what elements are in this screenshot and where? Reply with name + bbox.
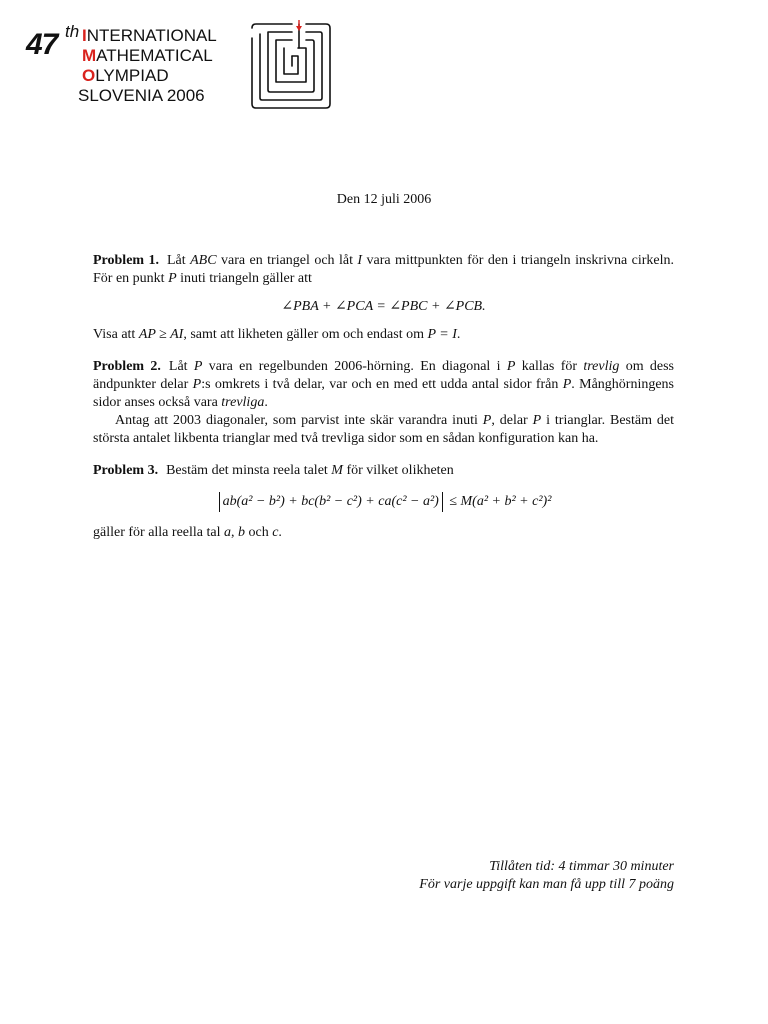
logo-number: 47 xyxy=(26,28,58,61)
problem-1-formula: ∠PBA + ∠PCA = ∠PBC + ∠PCB. xyxy=(281,299,486,314)
problem-1-conclusion: Visa att AP ≥ AI, samt att likheten gäller om och endast om P = I. xyxy=(93,327,461,342)
problem-1-title: Problem 1. xyxy=(93,253,159,268)
inequality-rhs: ≤ M(a² + b² + c²)² xyxy=(449,494,552,510)
time-allowed: Tillåten tid: 4 timmar 30 minuter xyxy=(489,859,674,874)
problem-1-statement: Problem 1. Låt ABC vara en triangel och låt I vara mittpunkten för den i triangeln inskrivna cirkeln. För en punkt P inuti triangeln gäller att xyxy=(93,253,674,286)
abs-bar-right xyxy=(442,492,443,512)
abs-bar-left xyxy=(219,492,220,512)
logo-superscript: th xyxy=(65,22,80,41)
logo-text xyxy=(78,26,217,106)
problem-3-closing: gäller för alla reella tal a, b och c. xyxy=(93,525,282,540)
logo-line-slovenia: SLOVENIA 2006 xyxy=(78,86,205,105)
logo-line-mathematical: MATHEMATICAL xyxy=(82,46,213,65)
problem-1 xyxy=(93,252,674,344)
problem-2-statement: Problem 2. Låt P vara en regelbunden 2006-hörning. En diagonal i P kallas för trevlig om dess ändpunkter delar P:s omkrets i två delar, var och en med ett udda antal sidor från P. Månghörningens sidor anses också vara trevliga. xyxy=(93,359,675,410)
problems xyxy=(93,252,674,542)
inequality-lhs: ab(a² − b²) + bc(b² − c²) + ca(c² − a²) xyxy=(222,494,439,510)
logo-line-international: INTERNATIONAL xyxy=(82,26,217,45)
exam-footer xyxy=(419,858,674,894)
problem-3 xyxy=(93,462,674,542)
problem-2-paragraph-2: Antag att 2003 diagonaler, som parvist inte skär varandra inuti P, delar P i trianglar. Bestäm det största antalet likbenta trianglar med två trevliga sidor som en sådan konfiguration kan ha. xyxy=(93,413,674,446)
problem-3-title: Problem 3. xyxy=(93,463,159,478)
problem-3-statement: Problem 3. Bestäm det minsta reela talet M för vilket olikheten xyxy=(93,463,454,478)
logo-line-olympiad: OLYMPIAD xyxy=(82,66,169,85)
imo-logo xyxy=(26,22,246,112)
problem-2-title: Problem 2. xyxy=(93,359,161,374)
points-note: För varje uppgift kan man få upp till 7 poäng xyxy=(419,877,674,892)
problem-2 xyxy=(93,358,674,448)
problem-3-inequality xyxy=(93,492,674,512)
labyrinth-logo-icon xyxy=(248,20,334,112)
exam-date: Den 12 juli 2006 xyxy=(336,192,432,207)
